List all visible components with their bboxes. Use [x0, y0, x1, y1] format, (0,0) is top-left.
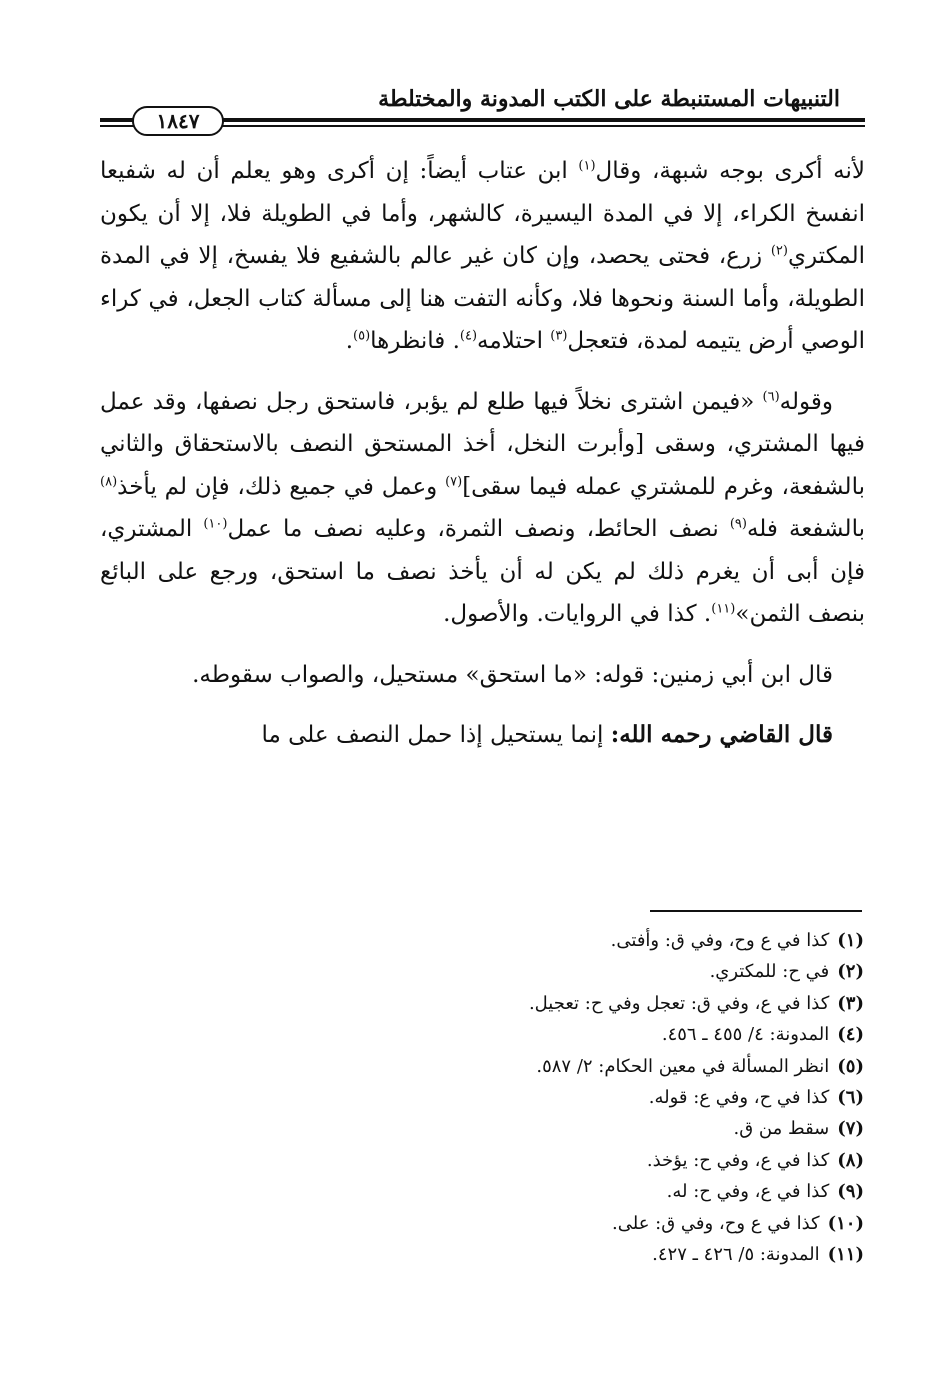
footnote-item	[84, 1239, 864, 1270]
footnote-marker: (١١)	[711, 601, 736, 617]
footnote-item	[84, 956, 864, 987]
footnote-item	[84, 988, 864, 1019]
footnote-item	[84, 925, 864, 956]
footnote-number: (٢)	[837, 961, 864, 983]
footnotes	[84, 925, 864, 1270]
footnote-item	[84, 1082, 864, 1113]
text-segment: وعمل في جميع ذلك، فإن لم يأخذ	[117, 473, 446, 500]
footnote-number: (١٠)	[827, 1212, 864, 1234]
page-number: ١٨٤٧	[132, 106, 224, 136]
text-segment: ابن عتاب أيضاً: إن أكرى وهو يعلم أن له شفيعا انفسخ الكراء، إلا في المدة اليسيرة، كالشهر، وأما في الطويلة فلا، إلا أن يكون المكتري	[100, 158, 865, 269]
footnote-number: (٥)	[837, 1055, 864, 1077]
footnote-marker: (٤)	[459, 328, 478, 344]
text-segment: وقوله	[779, 388, 833, 415]
footnote-marker: (٥)	[353, 328, 371, 344]
footnote-text: كذا في ع، وفي ح: يؤخذ.	[646, 1149, 830, 1171]
body-paragraph	[100, 381, 865, 636]
text-segment: . كذا في الروايات. والأصول.	[443, 601, 712, 627]
footnote-text: كذا في ح، وفي ع: قوله.	[648, 1087, 830, 1109]
footnote-number: (٩)	[837, 1181, 864, 1203]
footnote-item	[84, 1176, 864, 1207]
footnote-item	[84, 1051, 864, 1082]
footnote-number: (١١)	[827, 1244, 864, 1266]
text-segment: إنما يستحيل إذا حمل النصف على ما	[261, 722, 611, 748]
footnote-text: المدونة: ٤/ ٤٥٥ ـ ٤٥٦.	[661, 1024, 830, 1046]
footnote-text: كذا في ع وح، وفي ق: على.	[612, 1212, 820, 1234]
bold-text: قال القاضي رحمه الله:	[610, 721, 833, 748]
footnote-item	[84, 1145, 864, 1176]
text-segment: قال ابن أبي زمنين: قوله: «ما استحق» مستحيل، والصواب سقوطه.	[192, 661, 833, 688]
running-title: التنبيهات المستنبطة على الكتب المدونة والمختلطة	[378, 86, 840, 112]
text-segment: زرع، فحتى يحصد، وإن كان غير عالم بالشفيع فلا يفسخ، إلا في المدة الطويلة، وأما السنة ونحوها فلا، وكأنه التفت هنا إلى مسألة كتاب الجعل، في كراء الوصي أرض يتيمه لمدة، فتعجل	[100, 243, 865, 354]
body-text	[100, 150, 865, 757]
body-paragraph	[100, 714, 865, 757]
text-segment: .	[345, 328, 354, 354]
footnote-marker: (١٠)	[203, 516, 228, 532]
footnote-text: سقط من ق.	[733, 1118, 830, 1140]
text-segment: احتلامه	[477, 328, 551, 354]
footnote-marker: (٣)	[550, 328, 568, 344]
footnote-number: (٦)	[837, 1087, 864, 1109]
footnote-text: انظر المسألة في معين الحكام: ٢/ ٥٨٧.	[536, 1055, 830, 1077]
body-paragraph	[100, 150, 865, 363]
footnote-number: (٨)	[837, 1149, 864, 1171]
footnote-marker: (٩)	[729, 516, 747, 532]
footnote-item	[84, 1113, 864, 1144]
footnote-number: (٧)	[837, 1118, 864, 1140]
footnote-text: المدونة: ٥/ ٤٢٦ ـ ٤٢٧.	[652, 1244, 820, 1266]
footnote-marker: (٨)	[100, 473, 118, 489]
text-segment: المشتري، فإن أبى أن يغرم ذلك لم يكن له أن يأخذ نصف ما استحق، ورجع على البائع بنصف الثمن»	[100, 516, 865, 627]
footnote-item	[84, 1019, 864, 1050]
footnote-number: (١)	[837, 930, 864, 951]
body-paragraph	[100, 654, 865, 697]
footnote-number: (٣)	[837, 992, 864, 1014]
footnote-number: (٤)	[837, 1024, 864, 1046]
text-segment: بالشفعة فله	[746, 516, 865, 542]
text-segment: . فانظرها	[370, 328, 460, 354]
text-segment: «فيمن اشترى نخلاً فيها طلع لم يؤبر، فاستحق رجل نصفها، وقد عمل فيها المشتري، وسقى [وأبرت النخل، أخذ المستحق النصف بالاستحقاق والثاني بالشفعة، وغرم للمشتري عمله فيما سقى]	[100, 388, 865, 500]
text-segment: نصف الحائط، ونصف الثمرة، وعليه نصف ما عمل	[227, 516, 730, 542]
footnote-marker: (٦)	[762, 388, 780, 404]
footnote-text: كذا في ع، وفي ق: تعجل وفي ح: تعجيل.	[528, 992, 830, 1014]
footnote-marker: (٢)	[770, 243, 788, 259]
footnote-item	[84, 1208, 864, 1239]
footnote-separator	[650, 910, 862, 912]
footnote-text: في ح: للمكتري.	[709, 961, 830, 983]
footnote-text: كذا في ع، وفي ح: له.	[666, 1181, 830, 1203]
footnote-marker: (١)	[578, 158, 596, 174]
footnote-text: كذا في ع وح، وفي ق: وأفتى.	[610, 930, 830, 951]
text-segment: لأنه أكرى بوجه شبهة، وقال	[595, 158, 865, 184]
footnote-marker: (٧)	[445, 473, 463, 489]
